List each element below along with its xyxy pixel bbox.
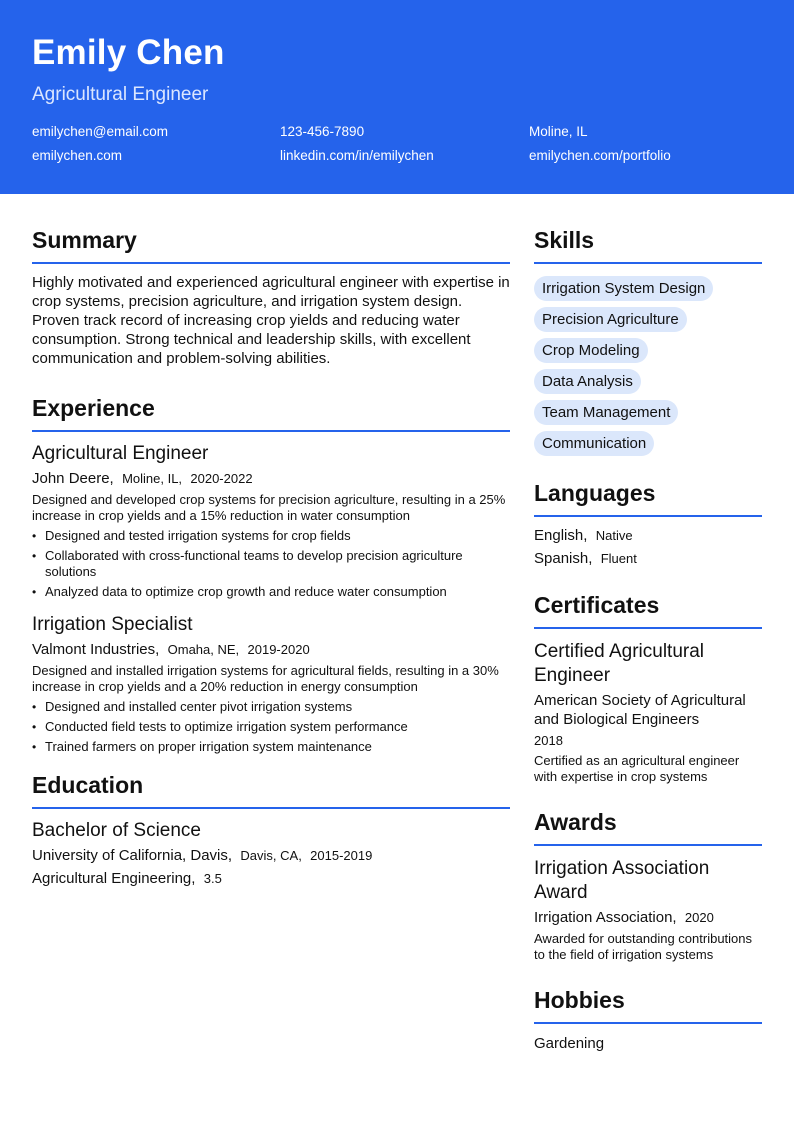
skill-tag: Crop Modeling (534, 338, 648, 363)
certificate-year: 2018 (534, 733, 563, 748)
portfolio-link[interactable]: emilychen.com/portfolio (529, 148, 671, 163)
list-item: • Designed and installed center pivot irrigation systems (32, 699, 510, 715)
section-heading: Summary (32, 227, 510, 264)
languages-section (534, 480, 762, 568)
job-meta (32, 640, 510, 659)
job-entry (32, 443, 510, 600)
job-bullets (32, 699, 510, 755)
award-name: Irrigation Association Award (534, 858, 710, 903)
summary-section (32, 227, 510, 368)
list-item: • Analyzed data to optimize crop growth and reduce water consumption (32, 584, 510, 600)
skill-tag: Precision Agriculture (534, 307, 687, 332)
section-heading: Experience (32, 395, 510, 432)
language-item (534, 549, 762, 568)
skills-list (534, 273, 762, 456)
job-description: Designed and developed crop systems for precision agriculture, resulting in a 25% increase in crop yields and a 15% reduction in water consumption (32, 492, 506, 523)
email-link[interactable]: emilychen@email.com (32, 124, 168, 139)
certificate-org: American Society of Agricultural and Biological Engineers (534, 692, 746, 728)
school-location: Davis, CA, (240, 848, 302, 863)
right-column (534, 194, 762, 1053)
list-item: • Trained farmers on proper irrigation system maintenance (32, 739, 510, 755)
section-heading: Awards (534, 809, 762, 846)
language-level: Fluent (600, 551, 637, 566)
section-heading: Languages (534, 480, 762, 517)
left-column (32, 194, 510, 1053)
experience-section (32, 395, 510, 755)
field-line (32, 869, 510, 888)
hobbies-section (534, 987, 762, 1053)
linkedin-link[interactable]: linkedin.com/in/emilychen (280, 148, 434, 163)
language-level: Native (595, 528, 633, 543)
award-description: Awarded for outstanding contributions to the field of irrigation systems (534, 931, 753, 962)
list-item: • Collaborated with cross-functional teams to develop precision agriculture solutions (32, 548, 510, 580)
language-item (534, 526, 762, 545)
job-title: Irrigation Specialist (32, 614, 193, 635)
job-location: Omaha, NE, (167, 642, 240, 657)
skills-section (534, 227, 762, 456)
skill-tag: Data Analysis (534, 369, 641, 394)
section-heading: Certificates (534, 592, 762, 629)
hobby-item: Gardening (534, 1035, 605, 1052)
degree-name: Bachelor of Science (32, 820, 201, 841)
section-heading: Education (32, 772, 510, 809)
website-link[interactable]: emilychen.com (32, 148, 123, 163)
gpa: 3.5 (203, 871, 222, 886)
resume-body (0, 194, 794, 1053)
list-item: • Conducted field tests to optimize irrigation system performance (32, 719, 510, 735)
certificate-name: Certified Agricultural Engineer (534, 641, 705, 686)
company-name: John Deere, (32, 470, 114, 487)
school-line (32, 846, 510, 865)
job-title: Agricultural Engineer (32, 443, 209, 464)
job-description: Designed and installed irrigation systems for agricultural fields, resulting in a 30% increase in crop yields and a 20% reduction in energy consumption (32, 663, 499, 694)
education-dates: 2015-2019 (310, 848, 373, 863)
skill-tag: Irrigation System Design (534, 276, 713, 301)
candidate-title: Agricultural Engineer (32, 84, 209, 105)
job-entry (32, 614, 510, 755)
school-name: University of California, Davis, (32, 847, 233, 864)
contact-info (32, 124, 762, 164)
job-dates: 2019-2020 (247, 642, 310, 657)
award-year: 2020 (684, 910, 714, 925)
skill-tag: Communication (534, 431, 654, 456)
certificates-section (534, 592, 762, 785)
language-name: Spanish, (534, 550, 593, 567)
resume-header (0, 0, 794, 194)
job-bullets (32, 528, 510, 600)
job-meta (32, 469, 510, 488)
award-org: Irrigation Association, (534, 909, 677, 926)
field-of-study: Agricultural Engineering, (32, 870, 196, 887)
section-heading: Skills (534, 227, 762, 264)
phone-number: 123-456-7890 (280, 124, 365, 139)
section-heading: Hobbies (534, 987, 762, 1024)
certificate-description: Certified as an agricultural engineer with expertise in crop systems (534, 753, 740, 784)
award-org-line (534, 908, 762, 927)
awards-section (534, 809, 762, 963)
location: Moline, IL (529, 124, 588, 139)
list-item: • Designed and tested irrigation systems for crop fields (32, 528, 510, 544)
skill-tag: Team Management (534, 400, 678, 425)
summary-text: Highly motivated and experienced agricultural engineer with expertise in crop systems, precision agriculture, and irrigation system design. Proven track record of increasing crop yields and reducing water consumption. Strong technical and leadership skills, with excellent communication and problem-solving abilities. (32, 274, 510, 367)
job-dates: 2020-2022 (190, 471, 253, 486)
language-name: English, (534, 527, 588, 544)
job-location: Moline, IL, (122, 471, 183, 486)
company-name: Valmont Industries, (32, 641, 160, 658)
education-section (32, 772, 510, 888)
candidate-name: Emily Chen (32, 33, 225, 72)
